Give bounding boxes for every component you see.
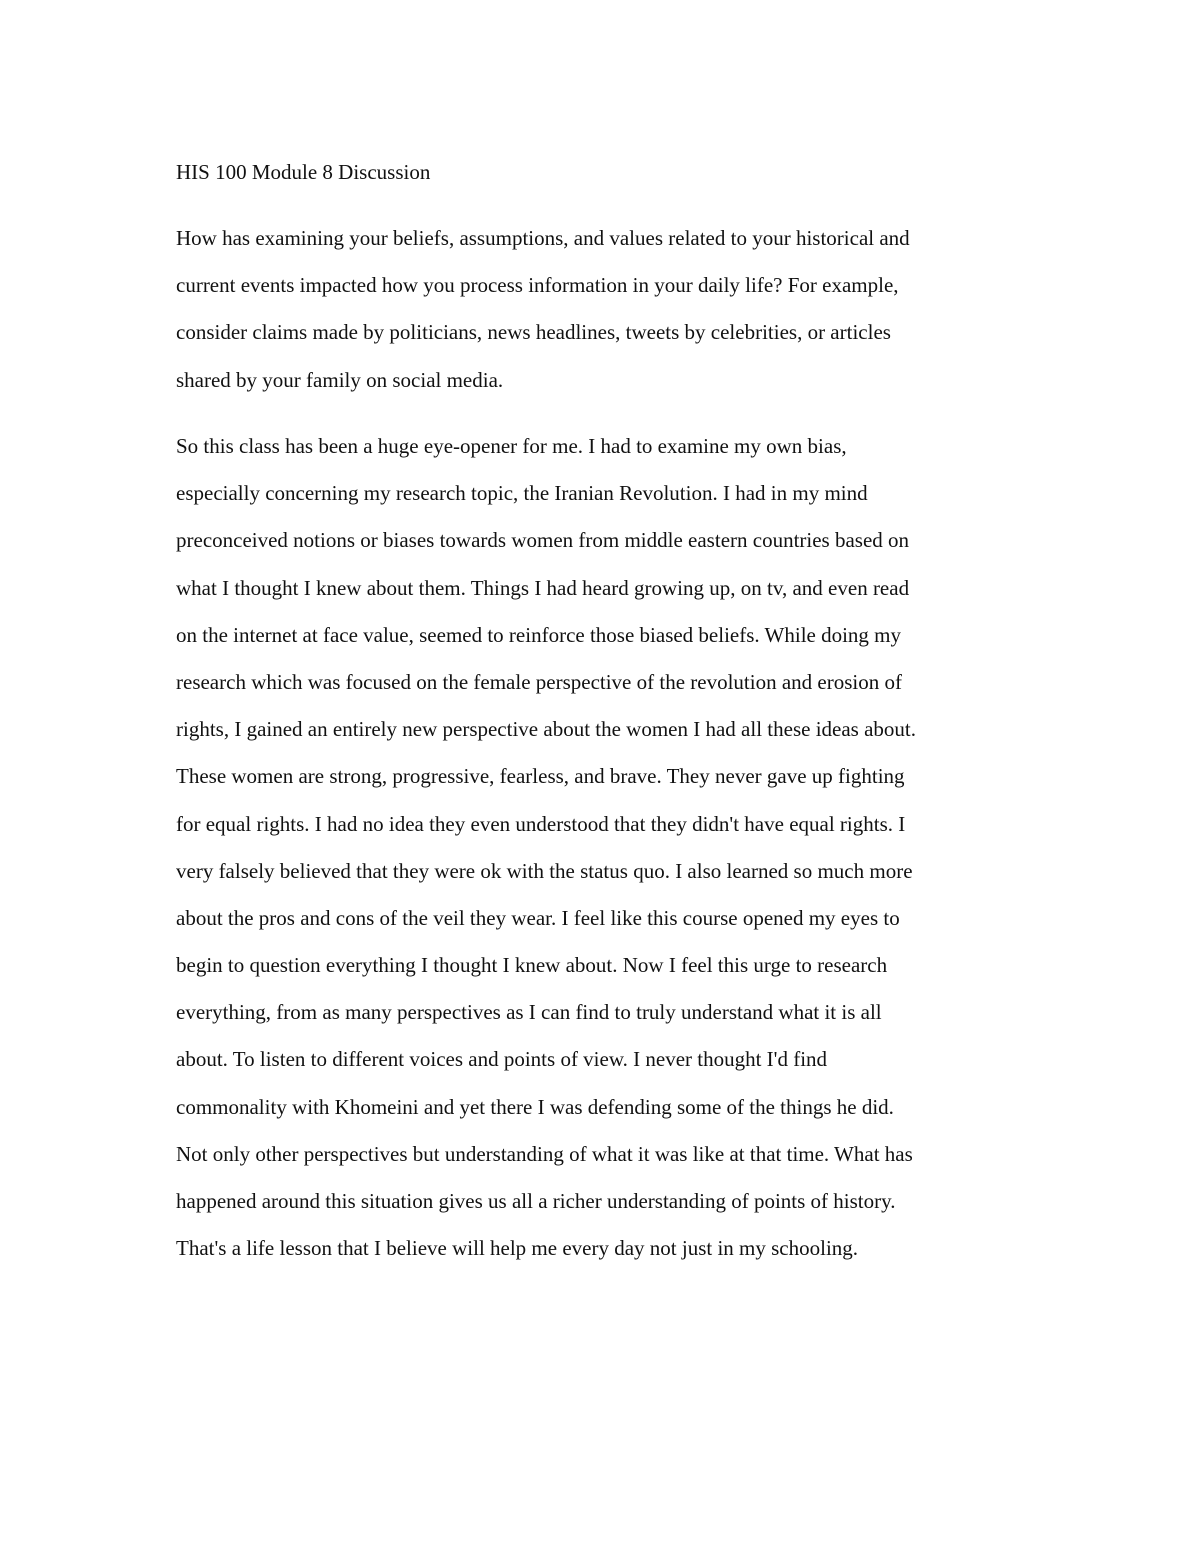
response-line: preconceived notions or biases towards women from middle eastern countries based on xyxy=(176,528,910,553)
response-line: happened around this situation gives us all a richer understanding of points of history. xyxy=(176,1189,896,1213)
response-line: everything, from as many perspectives as I can find to truly understand what it is all xyxy=(176,1000,882,1025)
response-line: These women are strong, progressive, fearless, and brave. They never gave up fighting xyxy=(176,764,905,789)
response-line: very falsely believed that they were ok with the status quo. I also learned so much more xyxy=(176,858,913,883)
response-line: about. To listen to different voices and points of view. I never thought I'd find xyxy=(176,1047,828,1072)
response-line: So this class has been a huge eye-opener for me. I had to examine my own bias, xyxy=(176,434,847,458)
document-title: HIS 100 Module 8 Discussion xyxy=(176,160,431,184)
response-line: Not only other perspectives but understanding of what it was like at that time. What has xyxy=(176,1141,913,1166)
prompt-line: shared by your family on social media. xyxy=(176,367,504,392)
response-line: on the internet at face value, seemed to reinforce those biased beliefs. While doing my xyxy=(176,622,902,647)
response-line: especially concerning my research topic, the Iranian Revolution. I had in my mind xyxy=(176,481,868,506)
response-line: begin to question everything I thought I knew about. Now I feel this urge to research xyxy=(176,953,888,978)
response-line: about the pros and cons of the veil they wear. I feel like this course opened my eyes to xyxy=(176,905,900,930)
prompt-line: consider claims made by politicians, news headlines, tweets by celebrities, or articles xyxy=(176,320,891,345)
response-line: That's a life lesson that I believe will help me every day not just in my schooling. xyxy=(176,1236,859,1261)
response-line: commonality with Khomeini and yet there I was defending some of the things he did. xyxy=(176,1094,894,1119)
response-line: for equal rights. I had no idea they even understood that they didn't have equal rights. I xyxy=(176,811,906,836)
response-line: rights, I gained an entirely new perspective about the women I had all these ideas about. xyxy=(176,717,917,742)
prompt-line: How has examining your beliefs, assumptions, and values related to your historical and xyxy=(176,226,910,250)
prompt-paragraph xyxy=(176,223,910,412)
prompt-line: current events impacted how you process information in your daily life? For example, xyxy=(176,273,899,298)
response-paragraph xyxy=(176,431,916,1280)
response-line: what I thought I knew about them. Things I had heard growing up, on tv, and even read xyxy=(176,575,910,600)
response-line: research which was focused on the female perspective of the revolution and erosion of xyxy=(176,669,902,694)
